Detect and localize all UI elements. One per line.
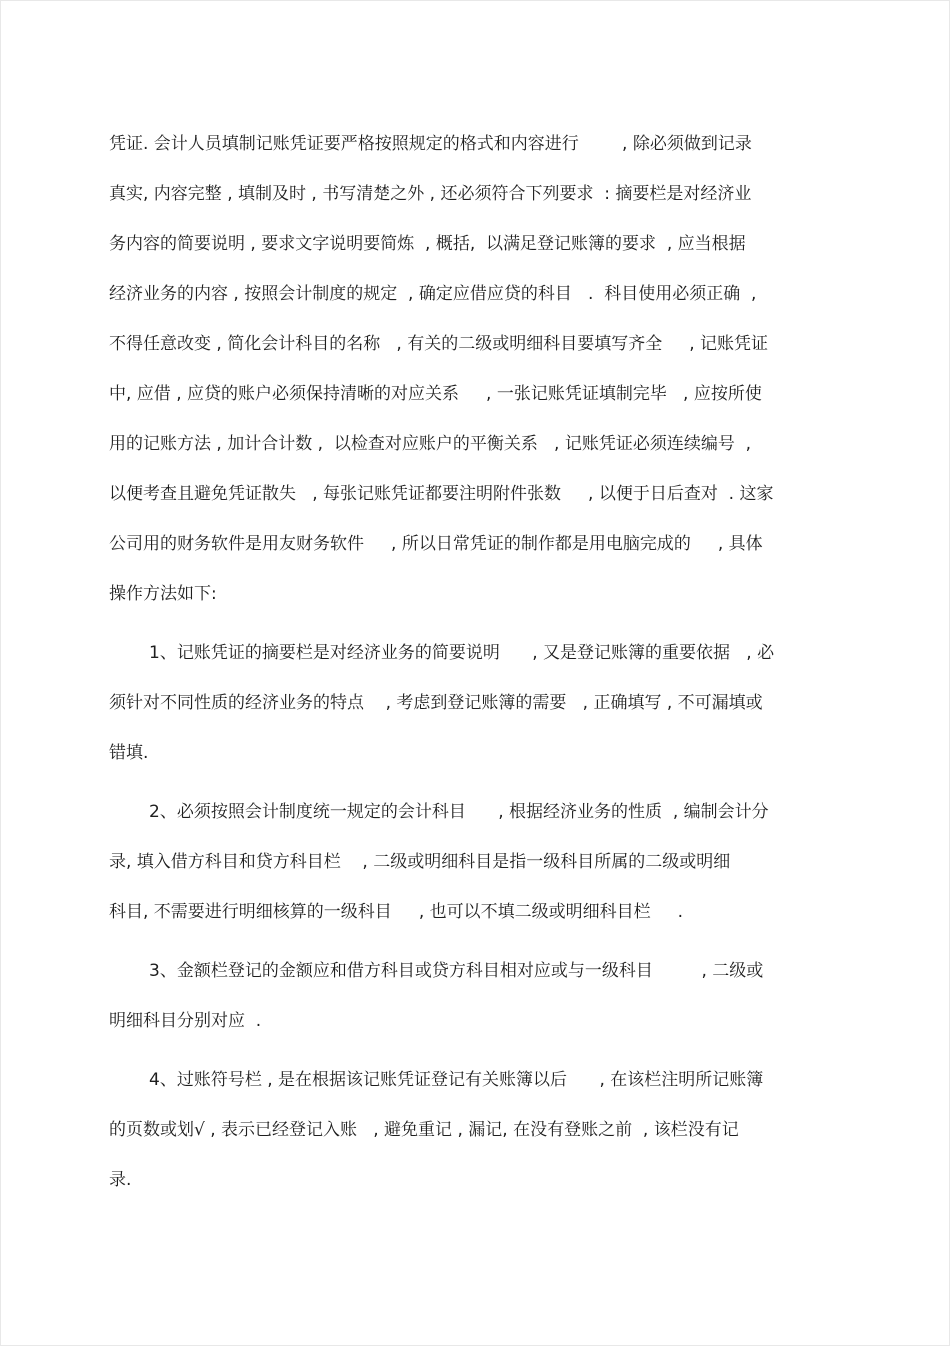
text-line: 录, 填入借方科目和贷方科目栏 , 二级或明细科目是指一级科目所属的二级或明细: [109, 852, 731, 872]
text-line: 真实, 内容完整 , 填制及时 , 书写清楚之外 , 还必须符合下列要求 : 摘要栏是对经济业: [109, 184, 752, 204]
text-line: 2、必须按照会计制度统一规定的会计科目 , 根据经济业务的性质 , 编制会计分: [149, 802, 769, 822]
paragraph-item-2: [109, 787, 854, 937]
text-line: 不得任意改变 , 简化会计科目的名称 , 有关的二级或明细科目要填写齐全 , 记账凭证: [109, 334, 769, 354]
text-line: 4、过账符号栏 , 是在根据该记账凭证登记有关账簿以后 , 在该栏注明所记账簿: [149, 1070, 764, 1090]
text-line: 经济业务的内容 , 按照会计制度的规定 , 确定应借应贷的科目 . 科目使用必须正确 ,: [109, 284, 757, 304]
paragraph-intro: [109, 119, 854, 619]
text-line: 错填.: [109, 743, 149, 763]
paragraph-item-1: [109, 628, 854, 778]
text-line: 3、金额栏登记的金额应和借方科目或贷方科目相对应或与一级科目 , 二级或: [149, 961, 764, 981]
text-line: 务内容的简要说明 , 要求文字说明要简炼 , 概括, 以满足登记账簿的要求 , 应当根据: [109, 234, 746, 254]
text-line: 用的记账方法 , 加计合计数 , 以检查对应账户的平衡关系 , 记账凭证必须连续编号 ,: [109, 434, 752, 454]
text-line: 中, 应借 , 应贷的账户必须保持清晰的对应关系 , 一张记账凭证填制完毕 , 应按所使: [109, 384, 762, 404]
text-line: 凭证. 会计人员填制记账凭证要严格按照规定的格式和内容进行 , 除必须做到记录: [109, 134, 752, 154]
paragraph-gap: [109, 619, 854, 628]
text-line: 以便考查且避免凭证散失 , 每张记账凭证都要注明附件张数 , 以便于日后查对 . 这家: [109, 484, 774, 504]
text-line: 公司用的财务软件是用友财务软件 , 所以日常凭证的制作都是用电脑完成的 , 具体: [109, 534, 763, 554]
text-line: 科目, 不需要进行明细核算的一级科目 , 也可以不填二级或明细科目栏 .: [109, 902, 684, 922]
text-line: 录.: [109, 1170, 132, 1190]
text-line: 的页数或划√ , 表示已经登记入账 , 避免重记 , 漏记, 在没有登账之前 , 该栏没有记: [109, 1120, 739, 1140]
text-line: 操作方法如下:: [109, 584, 217, 604]
paragraph-gap: [109, 1046, 854, 1055]
paragraph-item-4: [109, 1055, 854, 1205]
text-line: 1、记账凭证的摘要栏是对经济业务的简要说明 , 又是登记账簿的重要依据 , 必: [149, 643, 775, 663]
paragraph-item-3: [109, 946, 854, 1046]
document-body: [109, 119, 854, 1205]
paragraph-gap: [109, 937, 854, 946]
paragraph-gap: [109, 778, 854, 787]
text-line: 须针对不同性质的经济业务的特点 , 考虑到登记账簿的需要 , 正确填写 , 不可漏填或: [109, 693, 763, 713]
text-line: 明细科目分别对应 .: [109, 1011, 262, 1031]
